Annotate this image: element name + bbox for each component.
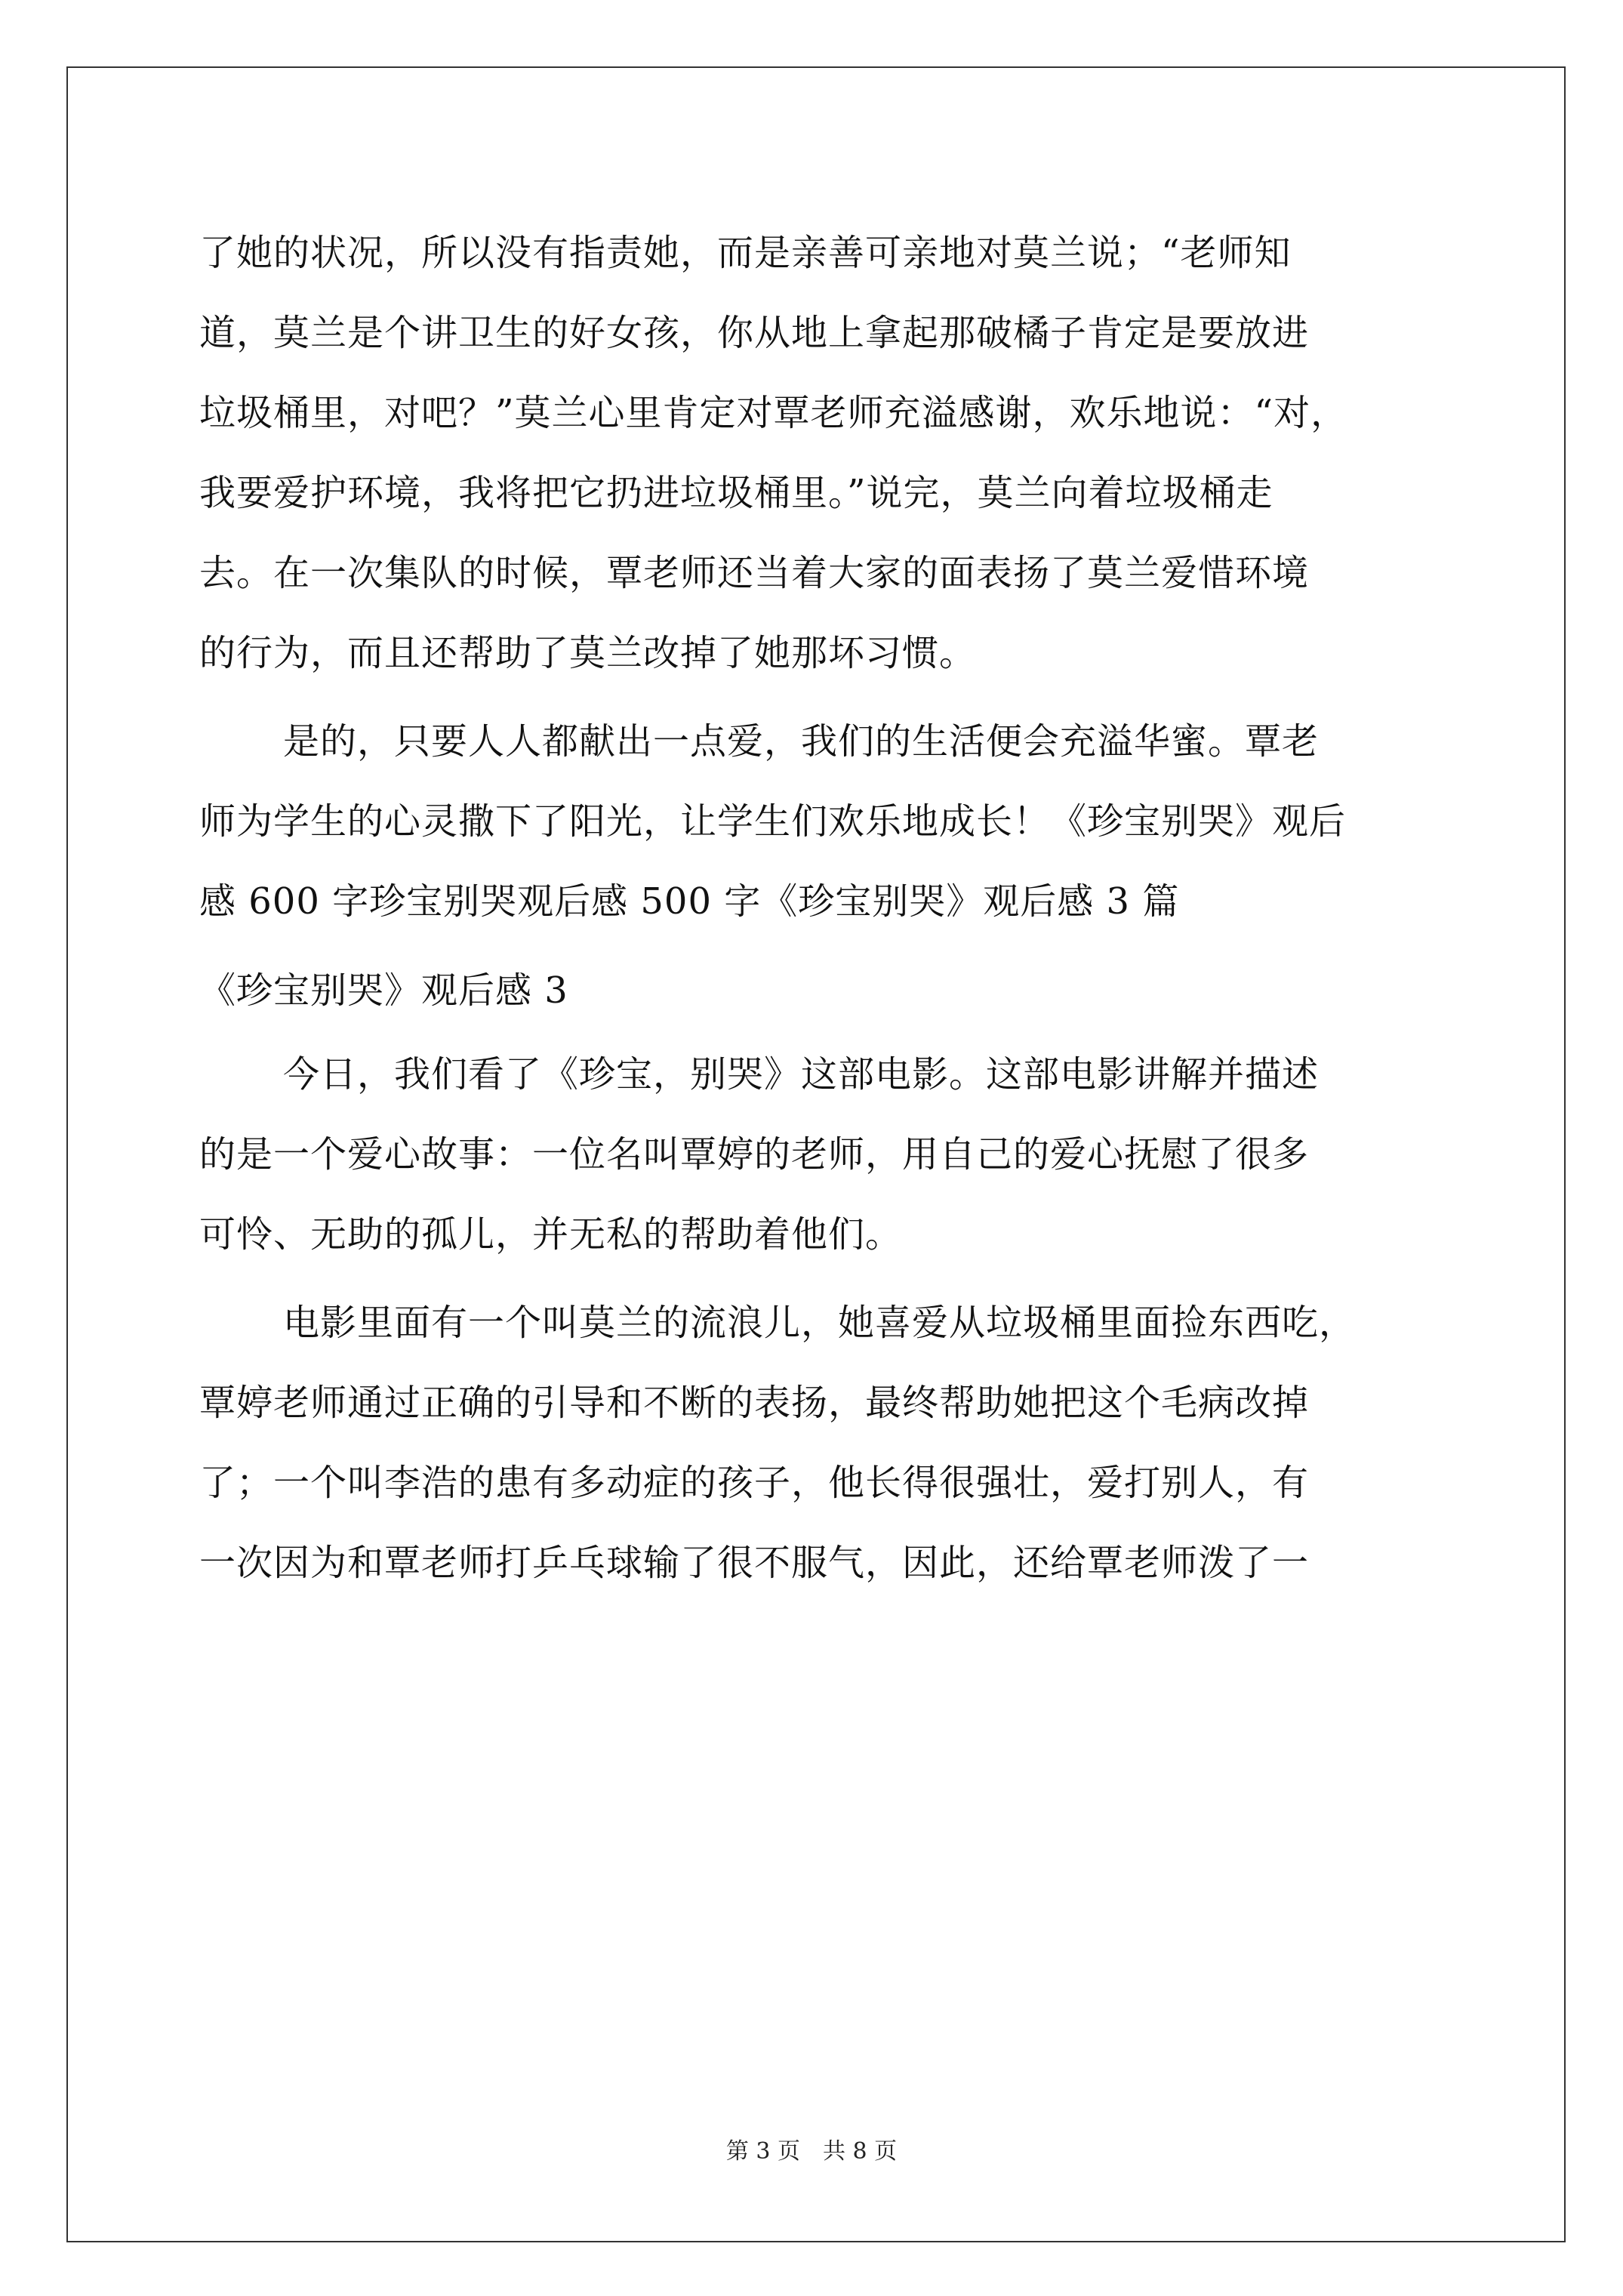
text-line: 感 600 字珍宝别哭观后感 500 字《珍宝别哭》观后感 3 篇: [199, 880, 1180, 923]
text-line: 去。在一次集队的时候，覃老师还当着大家的面表扬了莫兰爱惜环境: [199, 552, 1310, 594]
text-line: 了；一个叫李浩的患有多动症的孩子，他长得很强壮，爱打别人，有: [199, 1462, 1310, 1504]
page-footer: 第 3 页 共 8 页: [725, 2138, 898, 2165]
text-line: 我要爱护环境，我将把它扔进垃圾桶里。”说完，莫兰向着垃圾桶走: [199, 472, 1273, 514]
text-line: 的是一个爱心故事：一位名叫覃婷的老师，用自己的爱心抚慰了很多: [199, 1133, 1310, 1176]
text-line: 覃婷老师通过正确的引导和不断的表扬，最终帮助她把这个毛病改掉: [199, 1382, 1310, 1424]
paragraph-start-line: 今日，我们看了《珍宝，别哭》这部电影。这部电影讲解并描述: [283, 1053, 1320, 1096]
section-heading: 《珍宝别哭》观后感 3: [199, 969, 568, 1012]
paragraph-start-line: 电影里面有一个叫莫兰的流浪儿，她喜爱从垃圾桶里面捡东西吃，: [283, 1302, 1357, 1344]
text-line: 的行为，而且还帮助了莫兰改掉了她那坏习惯。: [199, 632, 977, 674]
paragraph-start-line: 是的，只要人人都献出一点爱，我们的生活便会充溢华蜜。覃老: [283, 720, 1320, 763]
text-line: 了她的状况，所以没有指责她，而是亲善可亲地对莫兰说；“老师知: [199, 232, 1292, 274]
text-line: 师为学生的心灵撒下了阳光，让学生们欢乐地成长！《珍宝别哭》观后: [199, 800, 1347, 843]
text-line: 一次因为和覃老师打乒乓球输了很不服气，因此，还给覃老师泼了一: [199, 1542, 1310, 1584]
text-line: 道，莫兰是个讲卫生的好女孩，你从地上拿起那破橘子肯定是要放进: [199, 312, 1310, 354]
text-line: 可怜、无助的孤儿，并无私的帮助着他们。: [199, 1213, 903, 1256]
text-line: 垃圾桶里，对吧？”莫兰心里肯定对覃老师充溢感谢，欢乐地说：“对，: [199, 392, 1348, 434]
